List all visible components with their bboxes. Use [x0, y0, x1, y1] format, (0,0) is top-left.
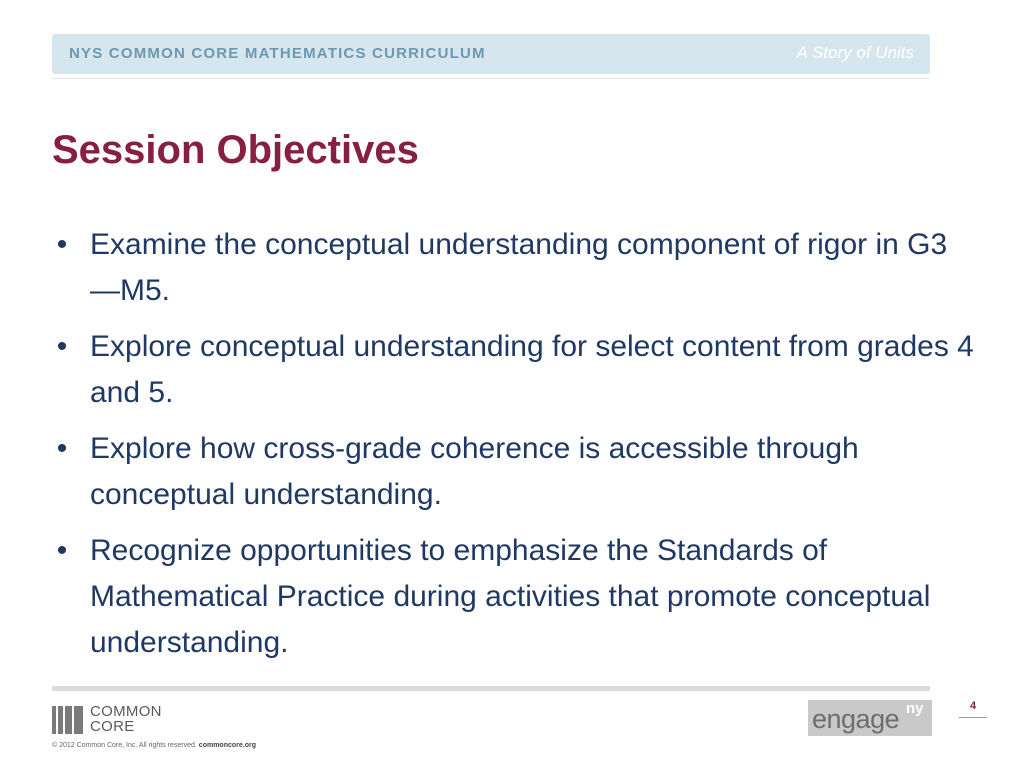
bullet-icon: • — [56, 432, 68, 465]
page-number-underline — [959, 717, 987, 718]
objective-text: Explore conceptual understanding for select content from grades 4 and 5. — [90, 330, 974, 409]
objective-text: Explore how cross-grade coherence is accessible through conceptual understanding. — [90, 432, 859, 511]
footer-divider — [52, 686, 930, 691]
objective-text: Examine the conceptual understanding component of rigor in G3—M5. — [90, 228, 948, 307]
slide-title: Session Objectives — [52, 128, 419, 172]
bullet-icon: • — [56, 330, 68, 363]
engage-wordmark: engage — [812, 704, 900, 734]
page-number: 4 — [969, 700, 977, 712]
list-item — [52, 426, 977, 518]
engageny-logo — [808, 700, 932, 736]
copyright-link[interactable]: commoncore.org — [198, 742, 256, 749]
bullet-icon: • — [56, 534, 68, 567]
objectives-list — [52, 222, 977, 676]
bullet-icon: • — [56, 228, 68, 261]
header-bar — [52, 34, 930, 74]
common-core-bars-icon — [52, 706, 84, 734]
common-core-wordmark — [90, 704, 162, 734]
list-item — [52, 222, 977, 314]
curriculum-title: NYS COMMON CORE MATHEMATICS CURRICULUM — [69, 45, 486, 62]
logo-line-2: CORE — [90, 718, 135, 735]
objective-text: Recognize opportunities to emphasize the Standards of Mathematical Practice during activities that promote conceptual understanding. — [90, 534, 931, 659]
copyright-notice — [52, 742, 256, 749]
copyright-text: © 2012 Common Core, Inc. All rights reserved. — [52, 742, 197, 749]
list-item — [52, 528, 977, 666]
logo-line-1: COMMON — [90, 703, 162, 720]
header-divider — [52, 78, 930, 79]
series-subtitle: A Story of Units — [796, 43, 914, 62]
engage-superscript: ny — [906, 700, 924, 717]
list-item — [52, 324, 977, 416]
common-core-logo — [52, 704, 182, 734]
